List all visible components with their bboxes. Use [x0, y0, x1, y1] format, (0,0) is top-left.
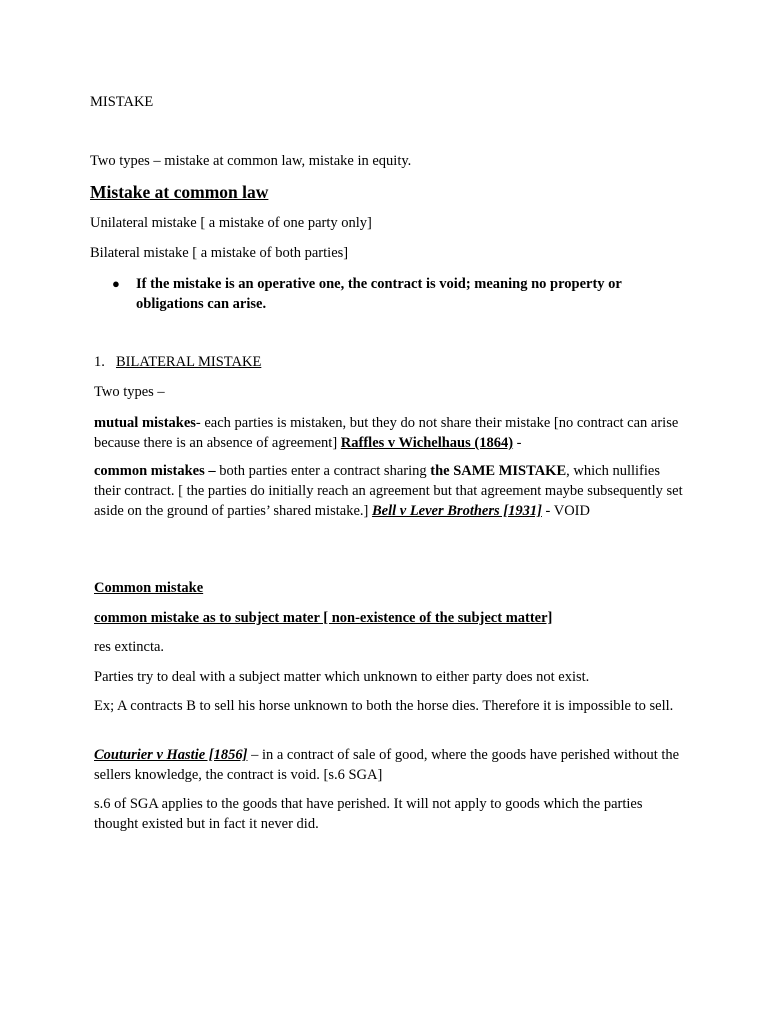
- document-title: MISTAKE: [90, 94, 154, 110]
- heading-common-law: Mistake at common law: [90, 182, 269, 202]
- common-term: common mistakes –: [94, 463, 216, 479]
- common-text-2: , which nullifies their contract. [ the parties do initially reach an agreement but that agreement maybe subsequently set aside on the ground of parties’ shared mistake.]: [94, 463, 683, 519]
- couturier-case: Couturier v Hastie [1856]: [94, 747, 248, 763]
- mutual-text: - each parties is mistaken, but they do not share their mistake [no contract can arise because there is an absence of agreement]: [94, 415, 679, 451]
- common-case: Bell v Lever Brothers [1931]: [371, 503, 542, 519]
- intro-text: Two types – mistake at common law, mistake in equity.: [90, 153, 412, 169]
- common-suffix: - VOID: [541, 503, 590, 519]
- section-heading-bilateral: [94, 352, 684, 372]
- common-emph: the SAME MISTAKE: [430, 463, 567, 479]
- res-extincta-text: res extincta.: [94, 639, 165, 655]
- two-types-text: Two types –: [94, 384, 165, 400]
- s6-paragraph: s.6 of SGA applies to the goods that have perished. It will not apply to goods which the parties thought existed but in fact it never did.: [94, 796, 643, 832]
- subject-mater-heading: common mistake as to subject mater [ non-existence of the subject matter]: [94, 610, 553, 626]
- section-title: BILATERAL MISTAKE: [116, 354, 262, 370]
- bullet-icon: ●: [112, 276, 120, 291]
- common-text-1: both parties enter a contract sharing: [215, 463, 431, 479]
- bilateral-text: Bilateral mistake [ a mistake of both parties]: [90, 245, 349, 261]
- mutual-suffix: -: [513, 435, 522, 451]
- common-mistakes-paragraph: [94, 461, 684, 521]
- section-number: 1.: [94, 354, 105, 370]
- mutual-term: mutual mistakes: [94, 415, 196, 431]
- bullet-item: [112, 274, 672, 314]
- mutual-case: Raffles v Wichelhaus (1864): [340, 435, 514, 451]
- example-text: Ex; A contracts B to sell his horse unknown to both the horse dies. Therefore it is impossible to sell.: [94, 698, 674, 714]
- mutual-mistakes-paragraph: [94, 413, 684, 453]
- parties-try-text: Parties try to deal with a subject matter which unknown to either party does not exist.: [94, 669, 590, 685]
- common-mistake-heading: Common mistake: [94, 580, 204, 596]
- bullet-text: If the mistake is an operative one, the contract is void; meaning no property or obligations can arise.: [136, 276, 622, 312]
- couturier-text: – in a contract of sale of good, where the goods have perished without the sellers knowledge, the contract is void. [s.6 SGA]: [94, 747, 680, 783]
- couturier-paragraph: [94, 745, 684, 785]
- unilateral-text: Unilateral mistake [ a mistake of one party only]: [90, 215, 372, 231]
